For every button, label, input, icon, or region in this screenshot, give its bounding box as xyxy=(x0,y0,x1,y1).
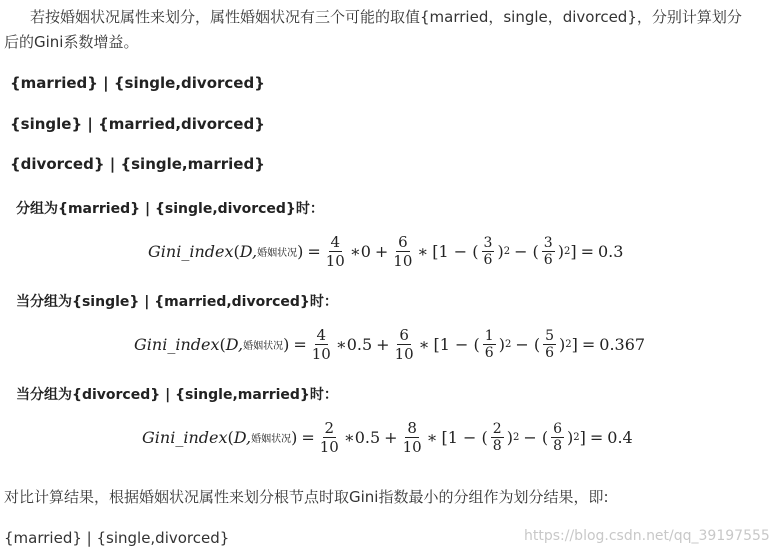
gini-index-symbol: Gini_index xyxy=(134,335,220,354)
attribute-label: 婚姻状况 xyxy=(251,434,292,445)
watermark: https://blog.csdn.net/qq_39197555 xyxy=(524,528,770,544)
split-option-divorced: {divorced} | {single,married} xyxy=(10,155,265,173)
final-split: {married} | {single,divorced} xyxy=(4,529,230,547)
dataset-symbol: D, xyxy=(239,242,258,261)
fraction: $\frac{8}{10}$ xyxy=(402,419,422,456)
gini-result: 0.3 xyxy=(598,242,624,261)
gini-formula-married: Gini_index ( D, 婚姻状况 ) = $\frac{4}{10}$ ∗ 0 + $\frac{6}{10}$ ∗ [1 − ( $\frac{3}{6}$ ) 2 − ( $\frac{3}{6}$ ) 2 ] = 0.3 xyxy=(148,233,624,270)
fraction: $\frac{2}{8}$ xyxy=(492,421,502,454)
case-heading-single: 当分组为{single} | {married,divorced}时： xyxy=(16,294,338,310)
split-option-married: {married} | {single,divorced} xyxy=(10,74,265,92)
term-value: 0.5 xyxy=(354,428,381,447)
conclusion-text: 对比计算结果，根据婚姻状况属性来划分根节点时取Gini指数最小的分组作为划分结果，即: xyxy=(4,488,609,506)
attribute-label: 婚姻状况 xyxy=(257,248,298,259)
fraction: $\frac{3}{6}$ xyxy=(543,235,553,268)
split-option-single: {single} | {married,divorced} xyxy=(10,115,265,133)
fraction: $\frac{4}{10}$ xyxy=(325,233,345,270)
case-heading-married: 分组为{married} | {single,divorced}时： xyxy=(16,201,324,217)
case-heading-divorced: 当分组为{divorced} | {single,married}时： xyxy=(16,387,338,403)
dataset-symbol: D, xyxy=(233,428,252,447)
intro-line-2: 后的Gini系数增益。 xyxy=(4,33,139,51)
fraction: $\frac{1}{6}$ xyxy=(484,328,494,361)
gini-formula-divorced: Gini_index ( D, 婚姻状况 ) = $\frac{2}{10}$ ∗ 0.5 + $\frac{8}{10}$ ∗ [1 − ( $\frac{2}{8}$ ) 2 − ( $\frac{6}{8}$ ) 2 ] = 0.4 xyxy=(142,419,633,456)
fraction: $\frac{3}{6}$ xyxy=(483,235,493,268)
fraction: $\frac{2}{10}$ xyxy=(319,419,339,456)
fraction: $\frac{6}{8}$ xyxy=(553,421,562,454)
fraction: $\frac{6}{10}$ xyxy=(393,233,413,270)
fraction: $\frac{4}{10}$ xyxy=(311,326,331,363)
gini-index-symbol: Gini_index xyxy=(148,242,234,261)
gini-result: 0.4 xyxy=(607,428,633,447)
term-value: 0 xyxy=(360,242,371,261)
attribute-label: 婚姻状况 xyxy=(243,341,284,352)
intro-line-1: 若按婚姻状况属性来划分，属性婚姻状况有三个可能的取值{married，single，divorced}，分别计算划分 xyxy=(30,8,742,26)
dataset-symbol: D, xyxy=(225,335,244,354)
fraction: $\frac{6}{10}$ xyxy=(394,326,414,363)
term-value: 0.5 xyxy=(346,335,373,354)
gini-result: 0.367 xyxy=(599,335,646,354)
gini-index-symbol: Gini_index xyxy=(142,428,228,447)
fraction: $\frac{5}{6}$ xyxy=(545,328,554,361)
gini-formula-single: Gini_index ( D, 婚姻状况 ) = $\frac{4}{10}$ ∗ 0.5 + $\frac{6}{10}$ ∗ [1 − ( $\frac{1}{6}$ ) 2 − ( $\frac{5}{6}$ ) 2 ] = 0.367 xyxy=(134,326,646,363)
